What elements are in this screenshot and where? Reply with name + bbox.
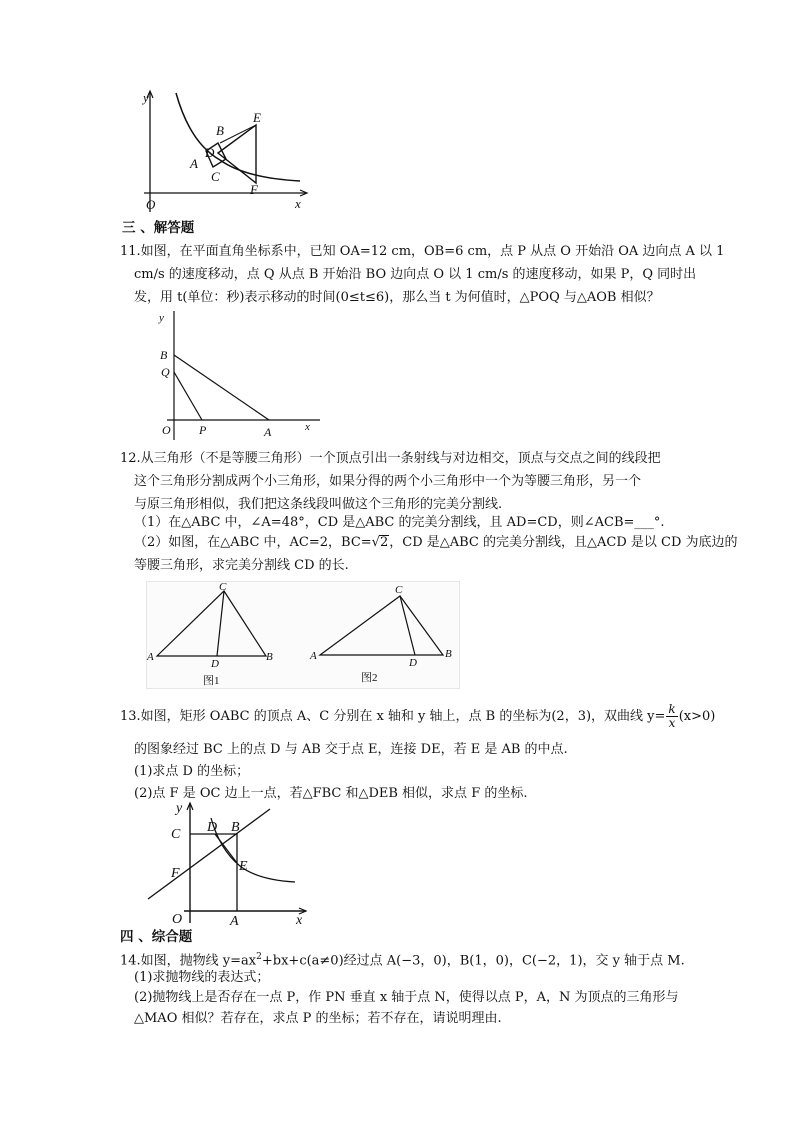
q11-line-2: cm/s 的速度移动，点 Q 从点 B 开始沿 BO 边向点 O 以 1 cm/s 的速度移动，如果 P，Q 同时出 — [134, 267, 697, 282]
hyperbola-curve — [211, 818, 295, 882]
label-o: O — [146, 197, 156, 212]
rectangle-oabc — [190, 834, 237, 911]
q13-line-1-b: (x>0) — [678, 709, 716, 724]
label-p: P — [199, 423, 207, 437]
q13-line-1 — [120, 703, 715, 730]
q12-line-2: 这个三角形分割成两个小三角形，如果分得的两个小三角形中一个为等腰三角形，另一个 — [134, 474, 642, 489]
label-a: A — [264, 425, 272, 439]
label-o: O — [172, 912, 183, 926]
q12-sub-2-line-2: 等腰三角形，求完美分割线 CD 的长. — [134, 558, 349, 573]
segment-pq — [174, 372, 202, 420]
q12-sub-2: （2）如图，在△ABC 中，AC=2，BC=√2，CD 是△ABC 的完美分割线，且△ACD 是以 CD 为底边的 — [134, 535, 738, 550]
label-y: y — [176, 801, 183, 816]
figure-q12 — [146, 581, 460, 689]
figure-q10 — [140, 88, 310, 214]
section-title-solve: 三 、解答题 — [122, 220, 195, 236]
fig1-label-d: D — [211, 658, 219, 670]
q11-line-1: 11.如图，在平面直角坐标系中，已知 OA=12 cm，OB=6 cm，点 P 从点 O 开始沿 OA 边向点 A 以 1 — [120, 244, 725, 259]
fig2-label-a: A — [310, 650, 317, 662]
q12-sub-2-b: ，CD 是△ABC 的完美分割线，且△ACD 是以 CD 为底边的 — [389, 535, 738, 550]
label-x: x — [295, 196, 301, 211]
label-b: B — [160, 348, 168, 362]
q14-line-1-b: +bx+c(a≠0)经过点 A(−3，0)，B(1，0)，C(−2，1)，交 y 轴于点 M. — [261, 953, 685, 969]
fig2-label-c: C — [395, 584, 403, 596]
label-o: O — [162, 423, 171, 437]
q14-sub-2-line-1: (2)抛物线上是否存在一点 P，作 PN 垂直 x 轴于点 N，使得以点 P，A，N 为顶点的三角形与 — [134, 990, 679, 1005]
label-y: y — [159, 312, 164, 324]
fig1-label-b: B — [266, 651, 273, 663]
label-f: F — [250, 182, 258, 197]
q12-sub-2-a: （2）如图，在△ABC 中，AC=2，BC= — [134, 535, 372, 550]
fraction-k-over-x — [666, 703, 677, 730]
label-d: D — [205, 145, 215, 160]
fig1-label-a: A — [147, 651, 154, 663]
q12-line-3: 与原三角形相似，我们把这条线段叫做这个三角形的完美分割线. — [134, 497, 503, 512]
label-f: F — [171, 866, 180, 881]
fig2-label-b: B — [445, 648, 452, 660]
segment-ae — [220, 125, 256, 143]
label-a: A — [190, 156, 198, 171]
figure-q13 — [140, 800, 310, 926]
q14-superscript: 2 — [256, 952, 262, 962]
q14-sub-2-line-2: △MAO 相似？若存在，求点 P 的坐标；若不存在，请说明理由. — [134, 1011, 502, 1026]
label-x: x — [305, 421, 310, 433]
label-q: Q — [161, 365, 170, 379]
fraction-denominator: x — [668, 716, 676, 730]
label-a: A — [230, 914, 239, 926]
fig1-label-c: C — [219, 581, 227, 593]
q13-line-1-a: 13.如图，矩形 OABC 的顶点 A、C 分别在 x 轴和 y 轴上，点 B 的坐标为(2，3)，双曲线 y= — [120, 709, 666, 724]
section-title-comprehensive: 四 、综合题 — [120, 929, 193, 945]
q11-line-3: 发，用 t(单位：秒)表示移动的时间(0≤t≤6)，那么当 t 为何值时，△POQ 与△AOB 相似？ — [134, 290, 660, 305]
sqrt-value: 2 — [379, 535, 389, 550]
q12-line-1: 12.从三角形（不是等腰三角形）一个顶点引出一条射线与对边相交，顶点与交点之间的线段把 — [120, 451, 661, 466]
q13-sub-1: (1)求点 D 的坐标； — [134, 764, 250, 779]
fig1-caption: 图1 — [203, 675, 220, 687]
q14-sub-1: (1)求抛物线的表达式； — [134, 970, 270, 985]
label-c: C — [211, 169, 220, 184]
segment-ab — [174, 355, 269, 420]
label-b: B — [231, 820, 240, 835]
label-x: x — [296, 913, 303, 926]
figure-q11 — [155, 308, 325, 443]
label-b: B — [216, 123, 224, 138]
label-e: E — [253, 110, 261, 125]
label-y: y — [143, 90, 149, 105]
q13-sub-2: (2)点 F 是 OC 边上一点，若△FBC 和△DEB 相似，求点 F 的坐标. — [134, 786, 528, 801]
segment-de — [215, 834, 237, 863]
q14-line-1-a: 14.如图，抛物线 y=ax — [120, 953, 257, 969]
fig2-caption: 图2 — [361, 672, 378, 684]
label-c: C — [171, 827, 181, 842]
q13-line-2: 的图象经过 BC 上的点 D 与 AB 交于点 E，连接 DE，若 E 是 AB 的中点. — [134, 742, 568, 757]
fraction-numerator: k — [668, 702, 676, 716]
label-d: D — [207, 820, 218, 835]
label-e: E — [239, 859, 248, 874]
fig2-label-d: D — [409, 657, 417, 669]
q12-sub-1: （1）在△ABC 中，∠A=48°，CD 是△ABC 的完美分割线，且 AD=CD，则∠ACB=___°. — [134, 515, 665, 530]
